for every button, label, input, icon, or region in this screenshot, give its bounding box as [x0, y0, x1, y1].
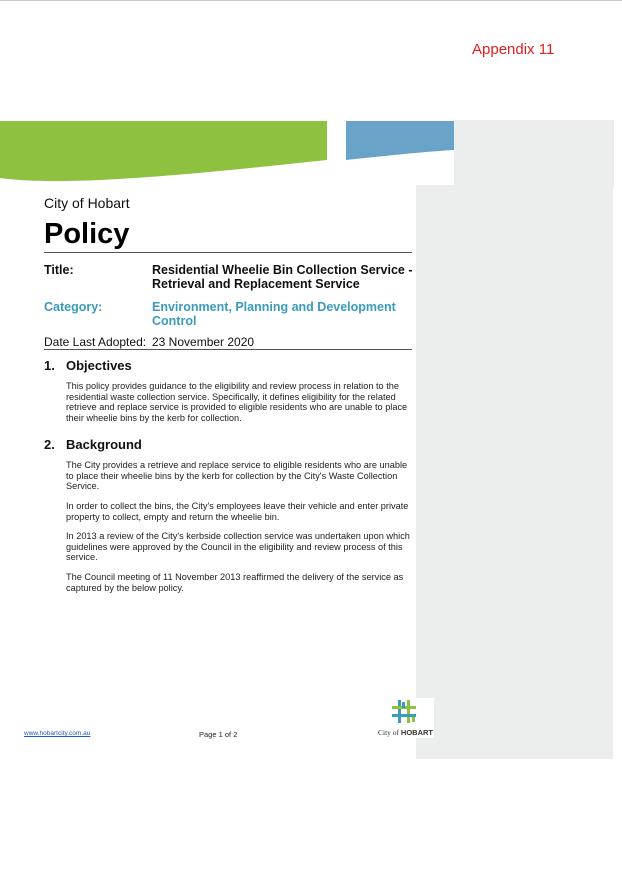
background-paragraph-2: In order to collect the bins, the City's employees leave their vehicle and enter private property to collect, empty and return the wheelie bin. [66, 501, 409, 522]
title-line-2: Retrieval and Replacement Service [152, 277, 360, 291]
background-paragraph-3: In 2013 a review of the City's kerbside collection service was undertaken upon which guidelines were approved by the Council in the eligibility and review process of this service. [66, 531, 410, 563]
date-label: Date Last Adopted: [44, 335, 147, 349]
background-paragraph-4: The Council meeting of 11 November 2013 reaffirmed the delivery of the service as captured by the below policy. [66, 572, 404, 593]
background-paragraph-1: The City provides a retrieve and replace service to eligible residents who are unable to place their wheelie bins by the kerb for collection by the City's Waste Collection Service. [66, 460, 408, 492]
header-panel-block [454, 120, 614, 188]
category-value [152, 300, 414, 328]
divider-top [44, 252, 412, 253]
title-line-1: Residential Wheelie Bin Collection Service - [152, 263, 413, 277]
divider-bottom [44, 349, 412, 350]
logo-hobart-text: HOBART [400, 728, 434, 737]
section-number: 1. [44, 358, 55, 373]
logo-wordmark [378, 728, 433, 737]
green-swoosh [0, 121, 327, 181]
section-number: 2. [44, 437, 55, 452]
date-value: 23 November 2020 [152, 335, 255, 349]
header-banner [0, 118, 622, 188]
category-label: Category: [44, 300, 103, 314]
title-label: Title: [44, 263, 74, 277]
title-value [152, 263, 414, 291]
org-name: City of Hobart [44, 195, 130, 211]
category-line-2: Control [152, 314, 197, 328]
section-title: Objectives [66, 358, 132, 373]
side-panel [416, 185, 613, 759]
page-title: Policy [44, 218, 130, 250]
appendix-label: Appendix 11 [472, 41, 555, 58]
page-number: Page 1 of 2 [199, 730, 238, 739]
category-line-1: Environment, Planning and Development [152, 300, 396, 314]
section-objectives-heading [44, 358, 132, 373]
section-title: Background [66, 437, 142, 452]
objectives-paragraph: This policy provides guidance to the eligibility and review process in relation to the residential waste collection service. Specifically, it defines eligibility for the related retrieve and replace service is provided to eligible residents who are unable to place their wheelie bins by the kerb for collection. [66, 381, 408, 423]
logo-city-text: City of [378, 728, 400, 737]
hobart-logo-icon [390, 699, 420, 725]
top-border [0, 0, 622, 1]
section-background-heading [44, 437, 142, 452]
website-link[interactable]: www.hobartcity.com.au [24, 730, 91, 737]
blue-swoosh [346, 121, 454, 160]
